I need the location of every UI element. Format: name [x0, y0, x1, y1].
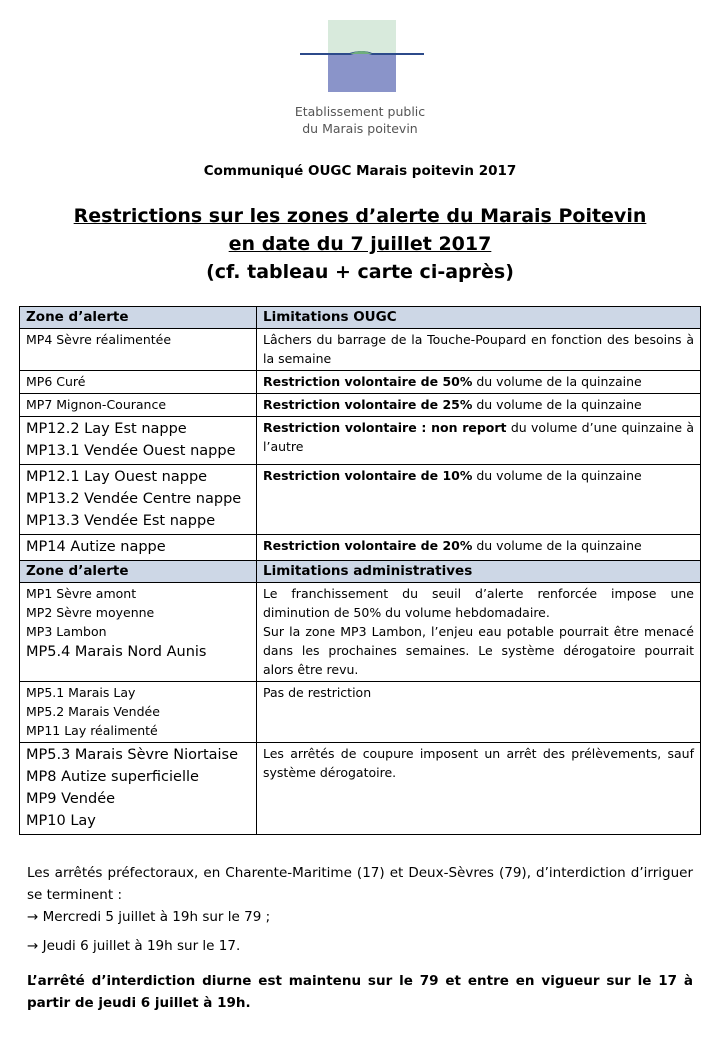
- table-row: [20, 465, 701, 535]
- main-title-line2: en date du 7 juillet 2017: [228, 233, 492, 255]
- logo-marais-poitevin: [300, 20, 424, 92]
- header-zone: Zone d’alerte: [20, 561, 257, 583]
- zone-cell: [20, 583, 257, 682]
- zone-cell: [20, 535, 257, 561]
- logo-upper-green-block: [328, 20, 396, 54]
- zone-name: MP12.1 Lay Ouest nappe: [26, 469, 208, 485]
- limitation-text: du volume de la quinzaine: [472, 468, 642, 483]
- table-row: [20, 329, 701, 371]
- restrictions-table: [19, 306, 701, 835]
- zone-name: MP9 Vendée: [26, 791, 116, 807]
- zone-name: MP13.2 Vendée Centre nappe: [26, 491, 242, 507]
- limitation-text: Le franchissement du seuil d’alerte renforcée impose une diminution de 50% du volume hebdomadaire.: [263, 586, 694, 620]
- limitation-bold: Restriction volontaire : non report: [263, 420, 507, 435]
- table-row: [20, 535, 701, 561]
- zone-name: MP14 Autize nappe: [26, 539, 166, 555]
- limitation-cell: Pas de restriction: [257, 682, 701, 743]
- main-title-line1: Restrictions sur les zones d’alerte du Marais Poitevin: [73, 205, 647, 227]
- org-name-line1: Etablissement public: [294, 104, 426, 119]
- zone-name: MP11 Lay réalimenté: [26, 723, 158, 738]
- limitation-cell: Lâchers du barrage de la Touche-Poupard en fonction des besoins à la semaine: [257, 329, 701, 371]
- table-row: [20, 583, 701, 682]
- zone-cell: [20, 329, 257, 371]
- arrow-icon: →: [27, 909, 39, 925]
- zone-name: MP13.1 Vendée Ouest nappe: [26, 443, 236, 459]
- footer-paragraph: Les arrêtés préfectoraux, en Charente-Maritime (17) et Deux-Sèvres (79), d’interdiction d’irriguer se terminent :: [27, 865, 693, 903]
- zone-cell: [20, 743, 257, 835]
- limitation-bold: Restriction volontaire de 10%: [263, 468, 473, 483]
- limitation-cell: Les arrêtés de coupure imposent un arrêt des prélèvements, sauf système dérogatoire.: [257, 743, 701, 835]
- zone-name: MP5.1 Marais Lay: [26, 685, 136, 700]
- bullet-text: Mercredi 5 juillet à 19h sur le 79 ;: [42, 909, 271, 925]
- logo-purple-block: [328, 54, 396, 92]
- communique-title: Communiqué OUGC Marais poitevin 2017: [203, 163, 517, 179]
- main-title-line3: (cf. tableau + carte ci-après): [206, 261, 514, 283]
- limitation-bold: Restriction volontaire de 20%: [263, 538, 473, 553]
- header-zone: Zone d’alerte: [20, 307, 257, 329]
- limitation-text: du volume de la quinzaine: [472, 374, 642, 389]
- limitation-cell: [257, 465, 701, 535]
- zone-cell: [20, 682, 257, 743]
- zone-name: MP7 Mignon-Courance: [26, 397, 167, 412]
- limitation-text: du volume de la quinzaine: [472, 538, 642, 553]
- zone-name: MP12.2 Lay Est nappe: [26, 421, 187, 437]
- table-row: [20, 682, 701, 743]
- limitation-cell: [257, 394, 701, 417]
- zone-cell: [20, 394, 257, 417]
- zone-name: MP8 Autize superficielle: [26, 769, 199, 785]
- table-header-ougc: [20, 307, 701, 329]
- limitation-text: Sur la zone MP3 Lambon, l’enjeu eau potable pourrait être menacé dans les prochaines semaines. Le système dérogatoire pourrait alors être revu.: [263, 624, 694, 677]
- zone-name: MP3 Lambon: [26, 624, 107, 639]
- zone-name: MP2 Sèvre moyenne: [26, 605, 155, 620]
- header-limitations-admin: Limitations administratives: [257, 561, 701, 583]
- zone-cell: [20, 417, 257, 465]
- zone-name: MP10 Lay: [26, 813, 96, 829]
- arrow-icon: →: [27, 938, 39, 954]
- limitation-cell: [257, 417, 701, 465]
- zone-name: MP1 Sèvre amont: [26, 586, 137, 601]
- table-row: [20, 394, 701, 417]
- zone-name: MP13.3 Vendée Est nappe: [26, 513, 216, 529]
- bullet-text: Jeudi 6 juillet à 19h sur le 17.: [42, 938, 241, 954]
- limitation-text: du volume d’une quinzaine à l’autre: [263, 420, 694, 454]
- footer-bullet-1: [27, 906, 693, 928]
- table-row: [20, 371, 701, 394]
- zone-name: MP5.4 Marais Nord Aunis: [26, 644, 207, 660]
- limitation-bold: Restriction volontaire de 25%: [263, 397, 473, 412]
- zone-name: MP4 Sèvre réalimentée: [26, 332, 172, 347]
- table-row: [20, 417, 701, 465]
- limitation-cell: [257, 371, 701, 394]
- footer-bullet-2: [27, 935, 693, 957]
- zone-name: MP5.3 Marais Sèvre Niortaise: [26, 747, 239, 763]
- footer-bold-paragraph: L’arrêté d’interdiction diurne est maintenu sur le 79 et entre en vigueur sur le 17 à partir de jeudi 6 juillet à 19h.: [27, 973, 693, 1011]
- zone-name: MP5.2 Marais Vendée: [26, 704, 160, 719]
- org-name-line2: du Marais poitevin: [302, 121, 418, 136]
- limitation-cell: [257, 583, 701, 682]
- table-row: [20, 743, 701, 835]
- zone-cell: [20, 465, 257, 535]
- table-header-admin: [20, 561, 701, 583]
- limitation-cell: [257, 535, 701, 561]
- header-limitations-ougc: Limitations OUGC: [257, 307, 701, 329]
- limitation-bold: Restriction volontaire de 50%: [263, 374, 473, 389]
- zone-cell: [20, 371, 257, 394]
- limitation-text: du volume de la quinzaine: [472, 397, 642, 412]
- zone-name: MP6 Curé: [26, 374, 86, 389]
